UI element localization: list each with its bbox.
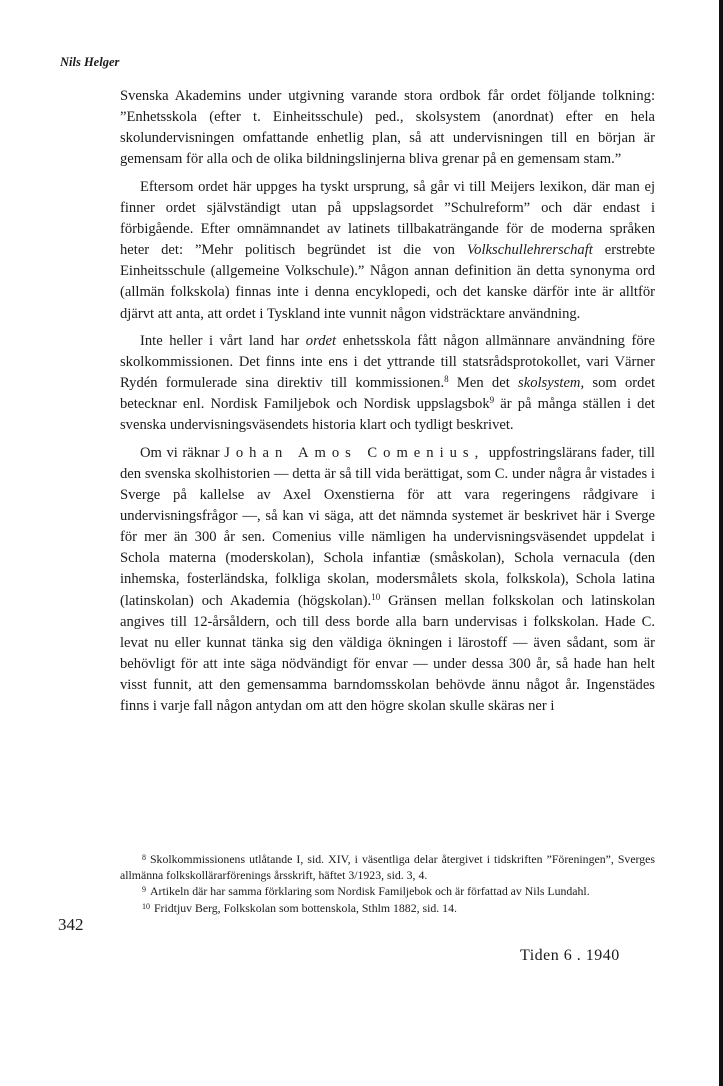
paragraph-3-text-d: som ordet betecknar enl. Nordisk Familjebok och Nordisk uppslagsbok	[120, 375, 655, 413]
paragraph-2	[120, 177, 655, 325]
paragraph-3-text-b: enhetsskola fått någon allmännare användning före skolkommissionen. Det finns inte ens i det yttrande till statsrådsprotokollet, vari Värner Rydén formulerade sina direktiv till kommissionen.	[120, 332, 655, 392]
paragraph-4	[120, 443, 655, 718]
paragraph-3	[120, 331, 655, 437]
paragraph-2-text-b: erstrebte Einheitsschule (allgemeine Volkschule).” Någon annan definition än detta synonyma ord (allmän folkskola) finnas inte i denna encyklopedi, och det kanske därför inte är alltför djärvt att anta, att ordet i Tyskland inte vunnit någon vidsträcktare användning.	[120, 242, 656, 322]
paragraph-1	[120, 86, 655, 171]
footnote-ref-8: 8	[444, 374, 449, 385]
paragraph-4-text-a: Om vi räknar	[140, 444, 225, 461]
paragraph-2-text-a: Eftersom ordet här uppges ha tyskt ursprung, så går vi till Meijers lexikon, där man ej finner ordet självständigt utan på uppslagsordet ”Schulreform” och där endast i förbigående. Efter omnämnandet av latinets tillbakaträngande för de moderna språken heter det: ”Mehr politisch begründet ist die von	[120, 178, 655, 259]
footnote-9-number: 9	[142, 885, 146, 894]
paragraph-2-italic: Volkschullehrerschaft	[466, 242, 593, 259]
footnote-8-number: 8	[142, 853, 146, 862]
footnote-ref-10: 10	[371, 591, 381, 602]
footnote-10-text: Fridtjuv Berg, Folkskolan som bottenskola, Sthlm 1882, sid. 14.	[154, 900, 457, 915]
paragraph-3-italic-skolsystem: skolsystem,	[518, 375, 585, 392]
paragraph-3-text-c: Men det	[448, 375, 519, 392]
paragraph-3-italic-ordet: ordet	[305, 332, 337, 349]
page-number: 342	[58, 915, 84, 934]
paragraph-1-text: Svenska Akademins under utgivning varande stora ordbok får ordet följande tolkning: ”Enhetsskola (efter t. Einheitsschule) ped., skolsystem (anordnat) efter en hela skolundervisningen omfattande enhetlig plan, så att undervisningen till en början är gemensam för alla och de olika bildningslinjerna bliva grenar på en gemensam stam.”	[120, 88, 655, 168]
running-head-author: Nils Helger	[60, 55, 120, 69]
footnote-9	[120, 884, 655, 900]
footnote-9-text: Artikeln där har samma förklaring som Nordisk Familjebok och är författad av Nils Lundahl.	[150, 884, 590, 898]
footnotes	[120, 852, 655, 917]
paragraph-3-text-a: Inte heller i vårt land har	[140, 332, 306, 349]
footnote-8	[120, 852, 655, 883]
footnote-ref-9: 9	[489, 395, 495, 406]
main-text	[120, 86, 655, 718]
footnote-10-number: 10	[142, 901, 150, 911]
paragraph-4-text-c: Gränsen mellan folkskolan och latinskolan angives till 12-årsåldern, och till dess borde alla barn undervisas i folkskolan. Hade C. levat nu eller kunnat tänka sig den väldiga ökningen i lärostoff — även sådant, som är behövligt för att inte säga nödvändigt för envar — under dessa 300 år, så hade han helt visst funnit, att den gemensamma barndomsskolan behövde ännu något år. Ingenstädes finns i varje fall någon antydan om att den högre skolan skulle skäras ner i	[120, 592, 655, 715]
page-edge-shadow	[719, 0, 723, 1086]
journal-issue: Tiden 6 . 1940	[520, 947, 620, 964]
paragraph-4-text-b: uppfostringslärans fader, till den svenska skolhistorien — detta är så till vida berättigat, som C. under några år vistades i Sverge på kallelse av Axel Oxenstierna för att vara regeringens rådgivare i undervisningsfrågor —, så kan vi säga, att det nämnda systemet är beskrivet här i Sverge för mer än 300 år sen. Comenius ville nämligen ha undervisningsväsendet uppdelat i Schola materna (moderskolan), Schola infantiæ (småskolan), Schola vernacula (den inhemska, fosterländska, folkliga skolan, modersmålets skola, folkskola), Schola latina (latinskolan) och Akademia (högskolan).	[120, 444, 655, 609]
footnote-8-text: Skolkommissionens utlåtande I, sid. XIV, i väsentliga delar återgivet i tidskriften ”Föreningen”, Sverges allmänna folkskollärarförenings årsskrift, häftet 3/1923, sid. 3, 4.	[120, 852, 655, 882]
paragraph-4-spaced-name: Johan Amos Comenius,	[224, 444, 485, 461]
footnote-10	[120, 901, 655, 917]
paragraph-3-text-e: är på många ställen i det svenska undervisningsväsendets historia klart och tydligt beskrivet.	[120, 396, 655, 434]
